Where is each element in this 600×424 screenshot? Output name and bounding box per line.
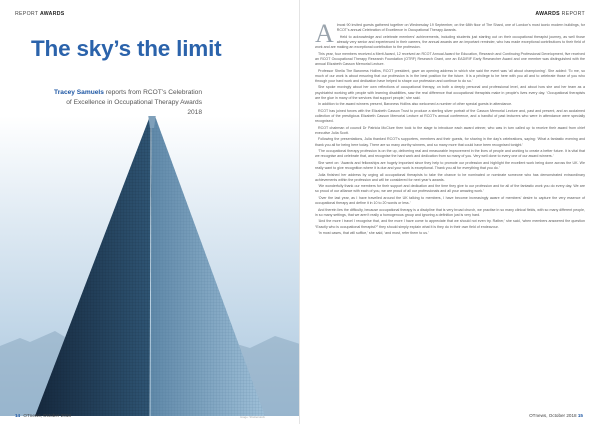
standfirst (52, 88, 202, 118)
paragraph: Julia finished her address by urging all occupational therapists to take the chance to be nominated or nominate someone who has demonstrated extraordinary achievements within the profession and will be considered for next year’s awards. (315, 172, 585, 182)
paragraph: Following the presentations, Julia thanked RCOT’s supporters, members and their guests, for sharing in the day’s celebrations, saying: ‘What a fantastic evening and thank you all for being here today. There are so many worthy winners, and so many more that could have been recognised tonight.’ (315, 137, 585, 147)
running-head-left (15, 11, 65, 17)
paragraph: In addition to the award winners present, Baroness Hollins also welcomed a number of other special guests in attendance. (318, 102, 513, 107)
paragraph: And therein lies the difficulty, because occupational therapy is a discipline that is very broad church, we practise in so many clinical fields, with so many different people, in so many settings, that we aren’t really a homogenous group and ignoring a definition just is very hard. (315, 207, 585, 217)
article-body (315, 19, 585, 238)
page-number-left: 14 (15, 413, 21, 418)
standfirst-text: reports from RCOT’s Celebration of Excellence in Occupational Therapy Awards 2018 (66, 89, 202, 116)
running-head-topic: AWARDS (39, 11, 65, 17)
paragraph: She went on: ‘Awards and fellowships are hugely important since they help to promote our profession and highlight the excellent work being done across the UK. We really want to give recognition where it is due and your work is exceptional. Thank you all for everything that you do.’ (315, 160, 585, 171)
page-title: The sky’s the limit (31, 36, 222, 61)
running-head-section: REPORT (15, 11, 39, 17)
folio-left (15, 413, 71, 418)
running-head-section-right: REPORT (561, 11, 585, 17)
issue-label-left: OTnews, October 2018 (23, 413, 71, 418)
page-number-right: 15 (577, 413, 583, 418)
paragraph: ‘Over the last year, as I have travelled around the UK talking to members, I have become increasingly aware of members’ desire to capture the very essence of occupational therapy and define it in 10 to 20 words or less.’ (315, 195, 585, 206)
running-head-topic-right: AWARDS (535, 11, 560, 17)
shard-skyscraper-photo (0, 116, 300, 416)
paragraph: ‘In most cases, that will suffice,’ she said, ‘and most, refer them to us.’ (318, 231, 429, 236)
paragraph: ‘We wonderfully thank our members for their support and dedication and the time they give to our profession and for all of the fantastic work you do every day. We are so proud of our alliance with each of you, we are proud of all our professionals and all your amazing work.’ (315, 184, 585, 194)
paragraph: RCOT has joined forces with the Elizabeth Casson Trust to produce a sterling silver portrait of the Casson Memorial Lecture and, past and present, and an acclaimed collection of the prestigious Elizabeth Casson Memorial Lecture at RCOT’s annual conference, and a handful of past lecturers who were in attendance were specially recognised. (315, 108, 585, 124)
drop-cap: A (315, 19, 334, 48)
right-page (300, 0, 600, 424)
photo-credit: Image: Shutterstock (240, 415, 265, 419)
paragraph: This year, four members received a Merit Award, 12 received an RCOT Annual Award for Education, Research and Continuing Professional Development, five received an RCOT Occupational Therapy Research Foundation (OTRF) Research Grant, one an EAD/RIF Early Researcher Award and one member was distinguished with the annual Elizabeth Casson Memorial Lecture. (315, 51, 585, 67)
paragraph: Held to acknowledge and celebrate members’ achievements, including students just starting out on their occupational therapist journey, as well those already very senior and experienced in their careers, the annual awards are an important reminder, who has made exceptional contributions to their field of work and are making an exceptional contribution to the profession. (315, 34, 585, 50)
paragraph: ‘The occupational therapy profession is on the up, delivering real and measurable improvement in the lives of people and working to create a better future. It is vital that we recognise and celebrate that, and recognise the hard work and dedication from so many of you. Very well done to every one of our award winners.’ (315, 149, 585, 159)
folio-right (529, 413, 585, 418)
paragraph: ‘And the more I travel I recognise that, and the more I have come to appreciate that we should not even try. Rather,’ she said, ‘when members answered the question “Exactly who is occupational therapist?” they should simply explain what it is they do in their own field of endeavour. (315, 219, 585, 229)
paragraph: Professor Sheila The Baroness Hollins, RCOT president, gave an opening address in which she said the event was ‘all about championing’. She added: ‘To me, so much of our work is about ensuring that our profession is in the best position for the future. It is a privilege to be here with you all and to celebrate those of you who through your hard work and dedication have helped to shape our profession and continue to do so.’ (315, 68, 585, 83)
paragraph: RCOT chairman of council Dr Patricia McClure then took to the stage to introduce each award winner, who was in turn called up to receive their award from chief executive Julia Scott. (315, 125, 585, 135)
author-name: Tracey Samuels (54, 89, 104, 96)
paragraph: She spoke movingly about her own reflections of occupational therapy, on both a deeply personal and professional level, and about how she and her team as a psychiatrist working with people with learning disabilities, saw the real difference that occupational therapists make in people’s lives every day. ‘Occupational therapists are the glue in many of the services that support people,’ she said. (315, 85, 585, 100)
issue-label-right: OTnews, October 2018 (529, 413, 577, 418)
paragraph-text: lmost 90 invited guests gathered together on Wednesday 19 September, on the 68th floor of The Shard, one of London’s most iconic modern buildings, for RCOT’s annual Celebration of Excellence in Occupational Therapy Awards. (336, 23, 585, 33)
running-head-right (535, 11, 585, 17)
